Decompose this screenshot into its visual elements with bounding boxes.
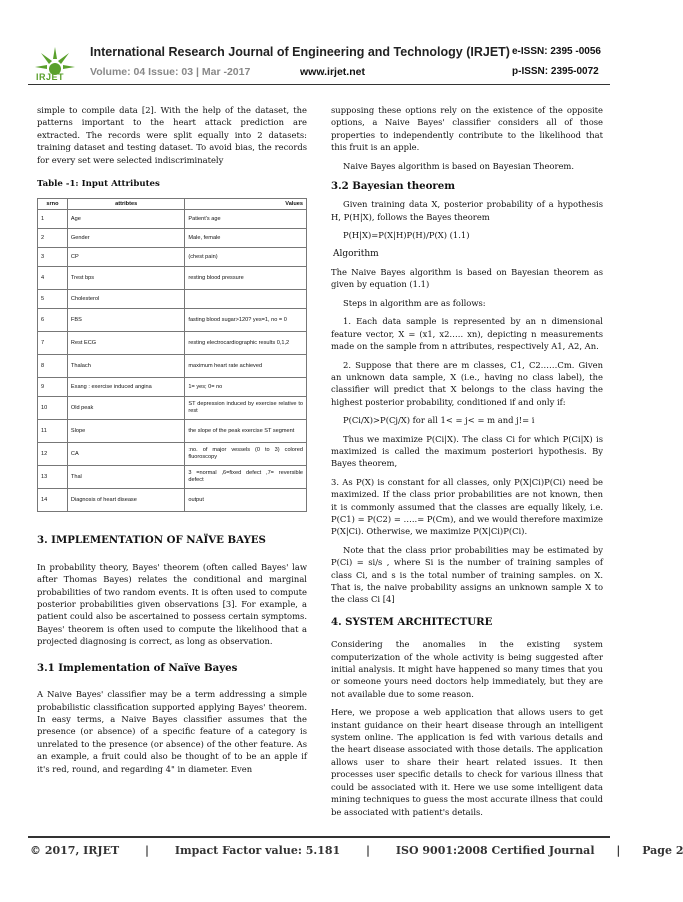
table-cell-value: ST depression induced by exercise relative to rest (185, 397, 307, 420)
footer-impact-factor: Impact Factor value: 5.181 (174, 844, 341, 857)
table-cell-attribute: FBS (67, 309, 184, 332)
algorithm-label: Algorithm (333, 248, 379, 259)
table-cell-srno: 1 (38, 210, 68, 229)
table-cell-srno: 2 (38, 229, 68, 248)
table-cell-value: fasting blood sugar>120? yes=1, no = 0 (185, 309, 307, 332)
section-3-2-heading: 3.2 Bayesian theorem (331, 180, 456, 193)
table-cell-srno: 5 (38, 290, 68, 309)
table-cell-srno: 10 (38, 397, 68, 420)
table-row (38, 267, 307, 290)
table-cell-value: output (185, 489, 307, 512)
table-cell-attribute: CA (67, 443, 184, 466)
table-cell-srno: 9 (38, 378, 68, 397)
header-rule (28, 84, 610, 85)
right-intro-paragraph: supposing these options rely on the existence of the opposite options, a Naive Bayes' classifier considers all of those properties to independently contribute to the likelihood that this fruit is an apple. (331, 105, 603, 153)
step-2: 2. Suppose that there are m classes, C1, C2……Cm. Given an unknown data sample, X (i.e., having no class label), the classifier will predict that X belongs to the class having the highest posterior probability, conditioned if and only if: (331, 359, 603, 407)
step-1: 1. Each data sample is represented by an n dimensional feature vector, X = (x1, x2….. xn), depicting n measurements made on the sample from n attributes, respectively A1, A2, An. (331, 316, 603, 352)
bayes-formula: P(H|X)=P(X|H)P(H)/P(X) (1.1) (343, 230, 470, 241)
table-cell-srno: 6 (38, 309, 68, 332)
footer-iso: ISO 9001:2008 Certified Journal (395, 844, 595, 857)
table-header-cell: attribtes (67, 199, 184, 210)
table-cell-srno: 11 (38, 420, 68, 443)
step-2-condition: P(Ci/X)>P(Cj/X) for all 1< = j< = m and j!= i (343, 415, 535, 426)
section-3-paragraph: In probability theory, Bayes' theorem (often called Bayes' law after Thomas Bayes) relates the conditional and marginal probabilities of two random events. It is often used to compute posterior probabilities given observations [3]. For example, a patient could also be ascertained to possess certain symptoms. Bayes' theorem is often used to compute the likelihood that a projected diagnosing is correct, as long as observation. (37, 561, 307, 647)
table-cell-srno: 8 (38, 355, 68, 378)
steps-label: Steps in algorithm are as follows: (343, 297, 486, 308)
table-cell-srno: 12 (38, 443, 68, 466)
section-4-paragraph-1: Considering the anomalies in the existing system computerization of the whole activity is being suggested after initial analysis. It might have happened so many times that you or someone yours need doctors help immediately, but they are not available due to some reason. (331, 639, 603, 699)
table-cell-attribute: Slope (67, 420, 184, 443)
table-row (38, 397, 307, 420)
table-cell-srno: 4 (38, 267, 68, 290)
section-3-1-paragraph: A Naive Bayes' classifier may be a term addressing a simple probabilistic classification supported applying Bayes' theorem. In easy terms, a Naive Bayes classifier assumes that the presence (or absence) of a specific feature of a category is unrelated to the presence (or absence) of the other feature. As an example, a fruit could also be thought of to be an apple if it's red, round, and regarding 4" in diameter. Even (37, 689, 307, 774)
table-cell-value: (chest pain) (185, 248, 307, 267)
table-cell-value (185, 290, 307, 309)
section-4-paragraph-2: Here, we propose a web application that allows users to get instant guidance on their heart disease through an intelligent system online. The application is fed with various details and the heart disease associated with those details. The application allows user to share their heart related issues. It then processes user specific details to check for various illness that could be associated with it. Here we use some intelligent data mining techniques to guess the most accurate illness that could be associated with patient's details. (331, 707, 603, 817)
table-row (38, 332, 307, 355)
table-cell-attribute: Age (67, 210, 184, 229)
table-row (38, 210, 307, 229)
footer-page-number: Page 2 (642, 844, 683, 857)
table-cell-attribute: CP (67, 248, 184, 267)
table-cell-value: :no. of major vessels (0 to 3) colored fluoroscopy (185, 443, 307, 466)
journal-title: International Research Journal of Engineering and Technology (IRJET) (90, 45, 510, 59)
table-header-cell: srno (38, 199, 68, 210)
table-cell-srno: 7 (38, 332, 68, 355)
irjet-logo (33, 45, 77, 89)
left-column (37, 104, 307, 781)
footer-rule (28, 836, 610, 838)
table-row (38, 229, 307, 248)
table-row (38, 489, 307, 512)
section-3-1-heading: 3.1 Implementation of Naïve Bayes (37, 661, 238, 674)
table-cell-attribute: Trest bps (67, 267, 184, 290)
table-header-cell: Values (185, 199, 307, 210)
input-attributes-table (37, 198, 307, 512)
maximize-paragraph: Thus we maximize P(Ci|X). The class Ci for which P(Ci|X) is maximized is called the maximum posteriori hypothesis. By Bayes theorem, (331, 433, 603, 469)
logo-text: IRJET (36, 72, 65, 82)
table-row (38, 378, 307, 397)
table-cell-attribute: Exang : exercise induced angina (67, 378, 184, 397)
table-row (38, 355, 307, 378)
table-cell-attribute: Diagnosis of heart disease (67, 489, 184, 512)
table-cell-value: the slope of the peak exercise ST segment (185, 420, 307, 443)
right-column (331, 104, 603, 824)
table-row (38, 248, 307, 267)
naive-bayes-note: Naive Bayes algorithm is based on Bayesian Theorem. (343, 160, 575, 171)
footer-copyright: © 2017, IRJET (30, 844, 120, 857)
table-cell-attribute: Thalach (67, 355, 184, 378)
table-row (38, 443, 307, 466)
table-row (38, 420, 307, 443)
table-cell-attribute: Gender (67, 229, 184, 248)
p-issn: p-ISSN: 2395-0072 (512, 66, 599, 77)
table-cell-srno: 3 (38, 248, 68, 267)
table-cell-value: 3 =normal ,6=fixed defect ,7= reversible defect (185, 466, 307, 489)
table-cell-srno: 14 (38, 489, 68, 512)
left-intro-paragraph: simple to compile data [2]. With the help of the dataset, the patterns important to the heart attack prediction are extracted. The records were split equally into 2 datasets: training dataset and testing dataset. To avoid bias, the records for every set were selected indiscriminately (37, 105, 307, 165)
table-cell-srno: 13 (38, 466, 68, 489)
algorithm-intro: The Naive Bayes algorithm is based on Bayesian theorem as given by equation (1.1) (331, 267, 603, 290)
section-3-heading: 3. IMPLEMENTATION OF NAÏVE BAYES (37, 534, 266, 547)
table-cell-value: 1= yes; 0= no (185, 378, 307, 397)
step-3: 3. As P(X) is constant for all classes, only P(X|Ci)P(Ci) need be maximized. If the class prior probabilities are not known, then it is commonly assumed that the classes are equally likely, i.e. P(C1) = P(C2) = …..= P(Cm), and we would therefore maximize P(X|Ci). Otherwise, we maximize P(X|Ci)P(Ci). (331, 476, 603, 537)
table-cell-value: maximum heart rate achieved (185, 355, 307, 378)
table-cell-attribute: Cholesterol (67, 290, 184, 309)
section-4-heading: 4. SYSTEM ARCHITECTURE (331, 615, 493, 628)
table-cell-value: Patient's age (185, 210, 307, 229)
table-header-row (38, 199, 307, 210)
table-cell-attribute: Rest ECG (67, 332, 184, 355)
table-row (38, 309, 307, 332)
table-cell-attribute: Thal (67, 466, 184, 489)
table-cell-value: resting electrocardiographic results 0,1,2 (185, 332, 307, 355)
e-issn: e-ISSN: 2395 -0056 (512, 46, 601, 57)
table-row (38, 466, 307, 489)
page-footer: © 2017, IRJET | Impact Factor value: 5.181 | ISO 9001:2008 Certified Journal | Page 2 (30, 844, 683, 857)
table-caption: Table -1: Input Attributes (37, 179, 160, 190)
journal-website[interactable]: www.irjet.net (300, 66, 365, 78)
prior-note: Note that the class prior probabilities may be estimated by P(Ci) = si/s , where Si is the number of training samples of class Ci, and s is the total number of training samples. on X. That is, the naive probability assigns an unknown sample X to the class Ci [4] (331, 544, 603, 605)
table-cell-attribute: Old peak (67, 397, 184, 420)
table-cell-value: Male, female (185, 229, 307, 248)
bayes-theorem-paragraph: Given training data X, posterior probability of a hypothesis H, P(H|X), follows the Bayes theorem (331, 199, 603, 222)
table-cell-value: resting blood pressure (185, 267, 307, 290)
volume-issue: Volume: 04 Issue: 03 | Mar -2017 (90, 66, 251, 78)
table-row (38, 290, 307, 309)
